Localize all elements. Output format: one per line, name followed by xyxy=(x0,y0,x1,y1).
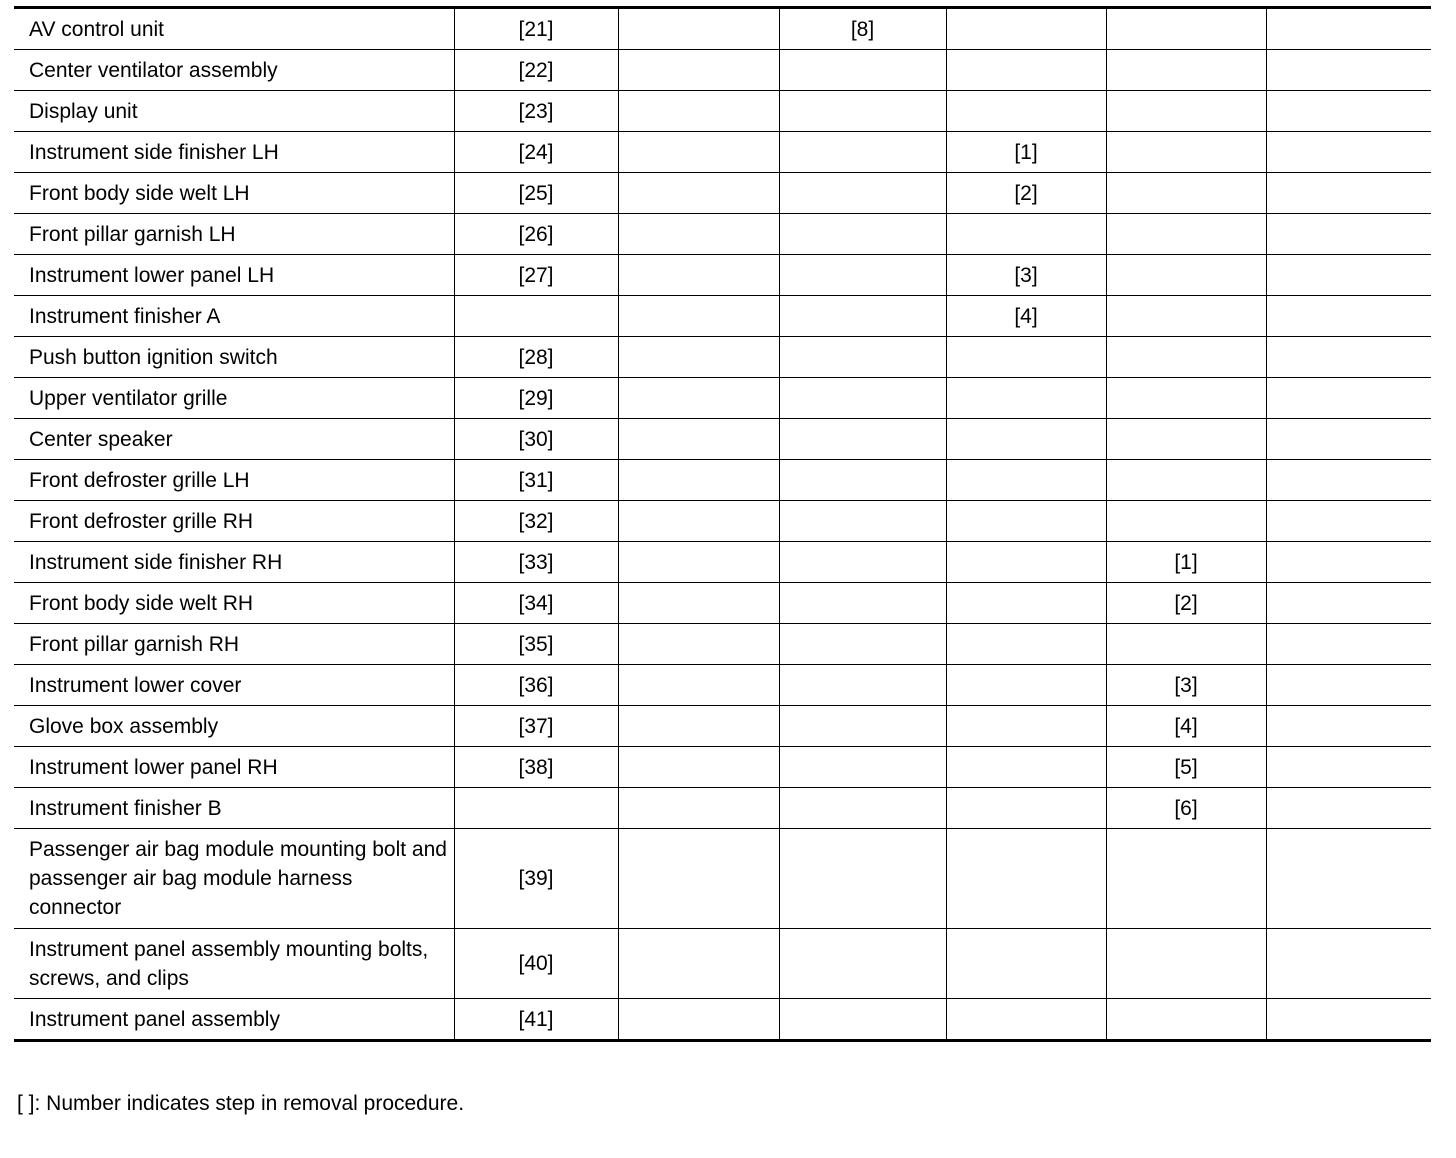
table-row xyxy=(14,788,1431,829)
step-cell xyxy=(779,624,946,665)
step-cell xyxy=(946,337,1106,378)
step-cell xyxy=(618,706,779,747)
step-cell: [22] xyxy=(454,50,618,91)
step-cell xyxy=(1266,501,1431,542)
step-cell: [34] xyxy=(454,583,618,624)
part-name-cell xyxy=(14,624,454,665)
step-cell xyxy=(618,583,779,624)
step-cell xyxy=(454,788,618,829)
step-cell: [8] xyxy=(779,8,946,50)
step-cell xyxy=(946,542,1106,583)
step-cell: [30] xyxy=(454,419,618,460)
step-cell xyxy=(618,50,779,91)
part-name-cell xyxy=(14,829,454,929)
table-row xyxy=(14,132,1431,173)
table-row xyxy=(14,747,1431,788)
step-cell xyxy=(779,706,946,747)
step-cell: [29] xyxy=(454,378,618,419)
part-name: Instrument side finisher LH xyxy=(29,140,279,164)
part-name-cell xyxy=(14,419,454,460)
step-cell xyxy=(779,214,946,255)
table-row xyxy=(14,706,1431,747)
part-name-cell xyxy=(14,296,454,337)
part-name: Instrument lower panel LH xyxy=(29,263,275,287)
table-row xyxy=(14,214,1431,255)
step-cell xyxy=(618,999,779,1041)
part-name-cell xyxy=(14,91,454,132)
part-name-cell xyxy=(14,337,454,378)
step-cell xyxy=(618,132,779,173)
step-cell xyxy=(1106,50,1266,91)
step-cell xyxy=(1266,8,1431,50)
step-cell xyxy=(1106,132,1266,173)
step-cell xyxy=(946,929,1106,999)
part-name-cell xyxy=(14,255,454,296)
table-row xyxy=(14,929,1431,999)
part-name: Glove box assembly xyxy=(29,714,219,738)
step-cell: [25] xyxy=(454,173,618,214)
part-name: Display unit xyxy=(29,99,138,123)
step-cell xyxy=(1106,999,1266,1041)
part-name: Front defroster grille RH xyxy=(29,509,254,533)
part-name: Instrument panel assembly mounting bolts, screws, and clips xyxy=(29,937,429,990)
step-cell xyxy=(946,665,1106,706)
step-cell: [24] xyxy=(454,132,618,173)
step-cell: [41] xyxy=(454,999,618,1041)
step-cell xyxy=(779,999,946,1041)
part-name-cell xyxy=(14,132,454,173)
step-cell xyxy=(946,501,1106,542)
step-cell xyxy=(779,378,946,419)
step-cell xyxy=(946,91,1106,132)
step-cell xyxy=(946,624,1106,665)
part-name-cell xyxy=(14,173,454,214)
step-cell xyxy=(1266,173,1431,214)
step-cell xyxy=(779,460,946,501)
step-cell: [1] xyxy=(1106,542,1266,583)
step-cell: [26] xyxy=(454,214,618,255)
step-cell: [36] xyxy=(454,665,618,706)
part-name: Instrument side finisher RH xyxy=(29,550,283,574)
step-cell xyxy=(1106,624,1266,665)
step-cell xyxy=(1106,8,1266,50)
part-name: Front body side welt LH xyxy=(29,181,250,205)
step-cell xyxy=(1266,255,1431,296)
step-cell xyxy=(946,50,1106,91)
step-cell: [32] xyxy=(454,501,618,542)
step-cell xyxy=(1106,255,1266,296)
table-row xyxy=(14,378,1431,419)
table-row xyxy=(14,665,1431,706)
step-cell xyxy=(946,999,1106,1041)
part-name-cell xyxy=(14,542,454,583)
table-row xyxy=(14,624,1431,665)
step-cell xyxy=(779,255,946,296)
step-cell: [1] xyxy=(946,132,1106,173)
step-cell xyxy=(1266,296,1431,337)
step-cell xyxy=(779,296,946,337)
part-name-cell xyxy=(14,460,454,501)
step-cell xyxy=(1266,747,1431,788)
part-name: Instrument finisher A xyxy=(29,304,221,328)
table-row xyxy=(14,91,1431,132)
step-cell: [6] xyxy=(1106,788,1266,829)
step-cell xyxy=(1106,419,1266,460)
step-cell xyxy=(618,214,779,255)
step-cell xyxy=(779,337,946,378)
step-cell xyxy=(618,624,779,665)
step-cell xyxy=(618,337,779,378)
step-cell xyxy=(454,296,618,337)
step-cell xyxy=(1266,706,1431,747)
part-name: Instrument finisher B xyxy=(29,796,222,820)
step-cell xyxy=(618,542,779,583)
part-name-cell xyxy=(14,706,454,747)
step-cell xyxy=(618,419,779,460)
step-cell xyxy=(618,460,779,501)
step-cell: [37] xyxy=(454,706,618,747)
step-cell xyxy=(1266,929,1431,999)
step-cell: [4] xyxy=(1106,706,1266,747)
table-row xyxy=(14,460,1431,501)
step-cell xyxy=(618,501,779,542)
step-cell xyxy=(779,829,946,929)
table-row xyxy=(14,173,1431,214)
table-row xyxy=(14,296,1431,337)
step-cell xyxy=(1266,665,1431,706)
step-cell: [21] xyxy=(454,8,618,50)
step-cell xyxy=(946,378,1106,419)
part-name-cell xyxy=(14,665,454,706)
step-cell xyxy=(946,747,1106,788)
step-cell xyxy=(1106,296,1266,337)
step-cell xyxy=(1106,378,1266,419)
part-name: Center ventilator assembly xyxy=(29,58,278,82)
step-cell xyxy=(779,583,946,624)
step-cell xyxy=(946,214,1106,255)
step-cell xyxy=(946,8,1106,50)
part-name: Instrument panel assembly xyxy=(29,1007,280,1031)
step-cell xyxy=(1266,460,1431,501)
step-cell xyxy=(1266,214,1431,255)
step-cell xyxy=(779,173,946,214)
step-cell xyxy=(1106,173,1266,214)
step-cell xyxy=(1266,624,1431,665)
table-row xyxy=(14,999,1431,1041)
step-cell xyxy=(946,419,1106,460)
step-cell xyxy=(1266,419,1431,460)
part-name: Front pillar garnish RH xyxy=(29,632,240,656)
step-cell xyxy=(779,665,946,706)
part-name-cell xyxy=(14,929,454,999)
step-cell xyxy=(618,665,779,706)
part-name-cell xyxy=(14,747,454,788)
removal-procedure-table xyxy=(14,6,1431,1042)
step-cell xyxy=(779,50,946,91)
table-row xyxy=(14,337,1431,378)
step-cell: [38] xyxy=(454,747,618,788)
step-cell: [23] xyxy=(454,91,618,132)
part-name-cell xyxy=(14,8,454,50)
table-row xyxy=(14,542,1431,583)
step-cell xyxy=(1266,788,1431,829)
step-cell xyxy=(779,542,946,583)
table-row xyxy=(14,829,1431,929)
step-cell xyxy=(779,501,946,542)
step-cell xyxy=(779,788,946,829)
step-cell xyxy=(1106,337,1266,378)
step-cell xyxy=(1266,132,1431,173)
part-name-cell xyxy=(14,501,454,542)
step-cell: [35] xyxy=(454,624,618,665)
table-row xyxy=(14,501,1431,542)
step-cell: [5] xyxy=(1106,747,1266,788)
step-cell xyxy=(1266,583,1431,624)
step-cell xyxy=(618,8,779,50)
step-cell xyxy=(618,173,779,214)
table-row xyxy=(14,8,1431,50)
part-name-cell xyxy=(14,378,454,419)
step-cell xyxy=(1266,378,1431,419)
step-cell: [3] xyxy=(946,255,1106,296)
step-cell xyxy=(1266,337,1431,378)
part-name: Front body side welt RH xyxy=(29,591,254,615)
step-cell xyxy=(618,829,779,929)
step-cell xyxy=(946,829,1106,929)
part-name: Front pillar garnish LH xyxy=(29,222,236,246)
part-name: Push button ignition switch xyxy=(29,345,278,369)
step-cell: [40] xyxy=(454,929,618,999)
step-cell xyxy=(946,788,1106,829)
step-cell xyxy=(618,929,779,999)
part-name-cell xyxy=(14,788,454,829)
part-name: AV control unit xyxy=(29,17,165,41)
step-cell xyxy=(946,706,1106,747)
step-cell xyxy=(1106,501,1266,542)
step-cell xyxy=(1106,929,1266,999)
part-name-cell xyxy=(14,50,454,91)
step-cell xyxy=(1266,829,1431,929)
step-cell xyxy=(779,91,946,132)
step-cell: [2] xyxy=(946,173,1106,214)
step-cell xyxy=(779,132,946,173)
part-name: Upper ventilator grille xyxy=(29,386,228,410)
step-cell xyxy=(1266,542,1431,583)
step-cell: [4] xyxy=(946,296,1106,337)
part-name: Instrument lower cover xyxy=(29,673,242,697)
step-cell: [3] xyxy=(1106,665,1266,706)
step-cell xyxy=(779,747,946,788)
step-cell xyxy=(1266,91,1431,132)
step-cell: [27] xyxy=(454,255,618,296)
step-cell xyxy=(618,378,779,419)
step-cell xyxy=(946,583,1106,624)
table-row xyxy=(14,583,1431,624)
table-row xyxy=(14,419,1431,460)
footnote: [ ]: Number indicates step in removal procedure. xyxy=(17,1092,465,1115)
step-cell xyxy=(618,91,779,132)
part-name-cell xyxy=(14,583,454,624)
part-name-cell xyxy=(14,214,454,255)
part-name-cell xyxy=(14,999,454,1041)
part-name: Front defroster grille LH xyxy=(29,468,250,492)
table-row xyxy=(14,50,1431,91)
step-cell xyxy=(779,419,946,460)
step-cell xyxy=(1266,50,1431,91)
step-cell xyxy=(618,747,779,788)
step-cell xyxy=(1106,460,1266,501)
part-name: Passenger air bag module mounting bolt and passenger air bag module harness connector xyxy=(29,838,447,919)
part-name: Instrument lower panel RH xyxy=(29,755,278,779)
step-cell: [31] xyxy=(454,460,618,501)
step-cell: [2] xyxy=(1106,583,1266,624)
step-cell xyxy=(618,255,779,296)
step-cell xyxy=(1106,214,1266,255)
step-cell xyxy=(618,788,779,829)
step-cell xyxy=(1106,829,1266,929)
step-cell xyxy=(779,929,946,999)
step-cell xyxy=(618,296,779,337)
part-name: Center speaker xyxy=(29,427,173,451)
table-row xyxy=(14,255,1431,296)
step-cell: [39] xyxy=(454,829,618,929)
step-cell xyxy=(1266,999,1431,1041)
step-cell xyxy=(946,460,1106,501)
step-cell: [28] xyxy=(454,337,618,378)
step-cell xyxy=(1106,91,1266,132)
table-body xyxy=(14,8,1431,1041)
step-cell: [33] xyxy=(454,542,618,583)
